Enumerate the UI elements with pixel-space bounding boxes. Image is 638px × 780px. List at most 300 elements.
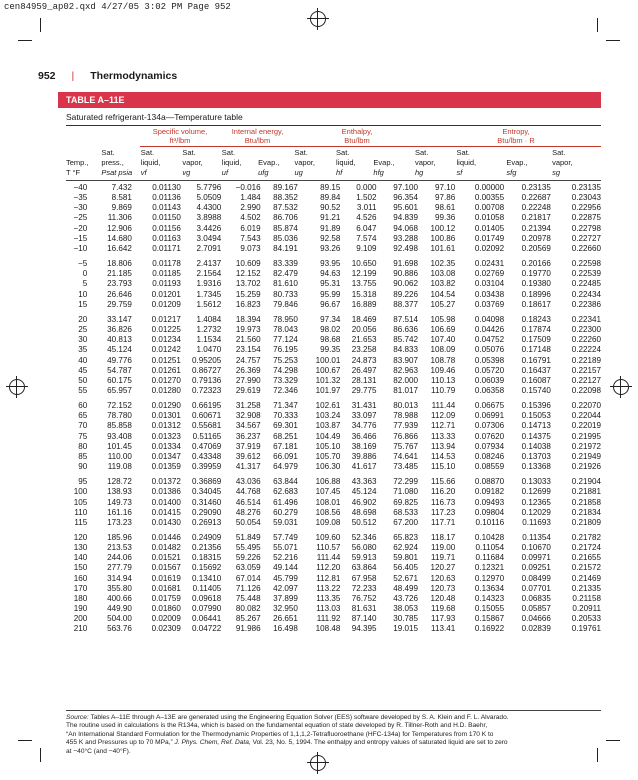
header-cell: hfg xyxy=(373,168,384,177)
table-cell: 0.11405 xyxy=(192,583,222,593)
table-cell: 0.22956 xyxy=(571,203,601,213)
group-entropy xyxy=(431,127,601,145)
table-cell: 0.22485 xyxy=(571,279,601,289)
source-line: 455 K and Pressures up to 70 MPa,” xyxy=(66,739,173,747)
table-cell: 0.14038 xyxy=(521,441,551,451)
source-line: Vol. 23, No. 5, 1994. The enthalpy and entropy values of saturated liquid are set to zero xyxy=(252,739,508,747)
table-cell: 100.67 xyxy=(315,365,341,375)
table-cell: 85 xyxy=(78,451,88,461)
table-cell: 0.01334 xyxy=(151,441,181,451)
table-cell: 0.51165 xyxy=(192,431,222,441)
table-cell: 113.22 xyxy=(316,583,341,593)
table-cell: 34.776 xyxy=(351,421,377,431)
table-cell: 105.27 xyxy=(430,299,456,309)
table-cell: 0.29090 xyxy=(192,507,222,517)
table-cell: −30 xyxy=(73,203,88,213)
header-cell xyxy=(506,148,552,158)
table-cell: 116.20 xyxy=(431,487,456,497)
header-row xyxy=(66,148,601,158)
table-cell: 0.21394 xyxy=(521,223,551,233)
table-row xyxy=(66,604,601,614)
table-cell: 0.21881 xyxy=(571,487,601,497)
table-row xyxy=(66,213,601,223)
table-cell: 36.466 xyxy=(351,431,377,441)
header-cell xyxy=(258,148,294,158)
table-cell: 0.24909 xyxy=(192,533,222,542)
header-cell: sg xyxy=(552,168,560,177)
header-cell: Sat. xyxy=(414,148,429,157)
table-row xyxy=(66,462,601,472)
table-cell: 0.34045 xyxy=(192,487,222,497)
table-cell: 0.22539 xyxy=(571,269,601,279)
table-cell: 37.919 xyxy=(235,441,261,451)
table-cell: 0.16087 xyxy=(521,375,551,385)
table-cell: 12.152 xyxy=(235,269,261,279)
table-cell: 1.5612 xyxy=(196,299,222,309)
table-cell: 42.097 xyxy=(273,583,298,593)
table-cell: 0.36869 xyxy=(192,477,222,487)
table-cell: 0.01860 xyxy=(151,604,181,614)
table-cell: 0.08870 xyxy=(474,477,505,487)
registration-mark-right xyxy=(610,376,632,398)
table-cell: 0.03769 xyxy=(474,299,505,309)
table-cell: 80.733 xyxy=(273,289,298,299)
table-cell: 8.581 xyxy=(111,193,132,203)
file-slug: cen84959_ap02.qxd 4/27/05 3:02 PM Page 952 xyxy=(4,2,231,12)
table-cell: 50 xyxy=(78,375,88,385)
table-cell: 1.7345 xyxy=(196,289,222,299)
table-cell: 95.31 xyxy=(320,279,341,289)
table-cell: 91.986 xyxy=(235,624,261,634)
table-cell: 82.000 xyxy=(393,375,418,385)
table-cell: 96.354 xyxy=(393,193,418,203)
table-cell: 97.10 xyxy=(434,183,456,192)
table-cell: 0.55681 xyxy=(192,421,222,431)
table-cell: 81.610 xyxy=(273,279,298,289)
table-cell: 112.20 xyxy=(316,563,341,573)
table-cell: 61.496 xyxy=(273,497,298,507)
table-cell: 60 xyxy=(78,401,88,411)
table-row xyxy=(66,584,601,594)
table-cell: 87.140 xyxy=(351,614,377,624)
table-cell: 6.019 xyxy=(240,223,261,233)
crop-mark xyxy=(40,18,41,32)
table-cell: 21.560 xyxy=(235,335,261,345)
table-cell: 0.01290 xyxy=(151,401,181,411)
table-cell: 106.30 xyxy=(315,462,341,472)
table-row xyxy=(66,533,601,543)
table-cell: 109.46 xyxy=(430,365,456,375)
group-enthalpy xyxy=(283,127,431,145)
table-row xyxy=(66,543,601,553)
table-cell: 119.08 xyxy=(107,462,132,472)
table-cell: 86.706 xyxy=(273,213,298,223)
header-cell: Sat. xyxy=(456,148,470,157)
table-cell: 200 xyxy=(73,614,88,624)
table-label-bar: TABLE A–11E xyxy=(58,92,601,108)
table-cell: 0.00000 xyxy=(474,183,505,192)
table-cell: 0.01347 xyxy=(151,451,181,461)
table-cell: 59.031 xyxy=(273,517,298,527)
table-cell: 1.1534 xyxy=(196,335,222,345)
table-cell: 85.858 xyxy=(107,421,132,431)
table-cell: 0.15053 xyxy=(521,411,551,421)
table-cell: 0.10428 xyxy=(474,533,505,542)
table-cell: 0.01567 xyxy=(151,563,181,573)
table-cell: 77.124 xyxy=(273,335,298,345)
table-cell: 0.26913 xyxy=(192,517,222,527)
table-cell: 95.601 xyxy=(393,203,418,213)
table-cell: 90.52 xyxy=(320,203,341,213)
table-cell: 0.66195 xyxy=(192,401,222,411)
table-cell: 71.347 xyxy=(273,401,298,411)
table-cell: 1.0470 xyxy=(196,345,222,355)
table-cell: 41.317 xyxy=(235,462,261,472)
table-cell: 12.906 xyxy=(107,223,132,233)
table-cell: 94.068 xyxy=(393,223,418,233)
table-cell: 38.053 xyxy=(393,604,418,614)
table-cell: 0.01280 xyxy=(151,385,181,395)
table-top-rule xyxy=(66,125,601,126)
header-row xyxy=(66,158,601,168)
table-cell: 59.801 xyxy=(393,553,418,563)
table-cell: −25 xyxy=(73,213,88,223)
table-cell: 83.907 xyxy=(393,355,418,365)
table-cell: 101.97 xyxy=(315,385,341,395)
table-cell: 0.01156 xyxy=(152,223,181,233)
table-cell: 1.502 xyxy=(356,193,377,203)
table-cell: 0.04752 xyxy=(474,335,505,345)
table-cell: 119.00 xyxy=(431,543,456,553)
table-cell: 12.199 xyxy=(351,269,377,279)
header-cell: Evap., xyxy=(258,158,280,167)
header-cell: vf xyxy=(140,168,147,177)
table-cell: 0.09182 xyxy=(474,487,505,497)
table-cell: 0.01323 xyxy=(151,431,181,441)
table-cell: 277.79 xyxy=(107,563,132,573)
table-cell: 0.05720 xyxy=(474,365,505,375)
table-cell: 67.181 xyxy=(273,441,298,451)
table-cell: 138.93 xyxy=(107,487,132,497)
table-cell: 7.432 xyxy=(111,183,132,192)
table-cell: 0.15692 xyxy=(192,563,222,573)
table-cell: 3.011 xyxy=(356,203,377,213)
table-cell: 66.091 xyxy=(273,451,298,461)
table-cell: 81.631 xyxy=(351,604,377,614)
table-cell: 0.04098 xyxy=(474,314,505,324)
table-cell: 100.01 xyxy=(315,355,341,365)
table-cell: 86.636 xyxy=(393,325,418,335)
table-cell: 0.15055 xyxy=(474,604,505,614)
table-row xyxy=(66,244,601,254)
table-cell: 68.251 xyxy=(273,431,298,441)
table-cell: −5 xyxy=(78,259,88,269)
table-row xyxy=(66,574,601,584)
table-cell: −40 xyxy=(73,183,88,192)
table-cell: 37.899 xyxy=(273,593,298,603)
table-cell: 33.097 xyxy=(351,411,377,421)
source-line: “An International Standard Formulation for the Thermodynamic Properties of 1,1,1,2-Tetrafluoroethane (HFC-134a) for Temperatures from 170 K to xyxy=(66,730,494,738)
table-cell: 54.787 xyxy=(107,365,132,375)
table-cell: 89.167 xyxy=(273,183,298,192)
table-cell: 0.01400 xyxy=(151,497,181,507)
table-cell: 95 xyxy=(78,477,88,487)
table-row xyxy=(66,366,601,376)
table-row xyxy=(66,315,601,325)
table-cell: 0.01163 xyxy=(152,233,181,243)
table-cell: 16.642 xyxy=(107,243,132,253)
table-cell: 0.22127 xyxy=(571,375,601,385)
table-cell: 113.35 xyxy=(316,593,341,603)
table-cell: 79.846 xyxy=(273,299,298,309)
table-cell: 0.01251 xyxy=(151,355,181,365)
table-cell: 115 xyxy=(74,517,88,527)
table-cell: 116.73 xyxy=(431,497,456,507)
table-cell: 36.237 xyxy=(235,431,261,441)
table-cell: 29.619 xyxy=(235,385,261,395)
table-cell: 0.95205 xyxy=(192,355,222,365)
header-cell: liquid, xyxy=(221,158,242,167)
table-cell: 0.16922 xyxy=(474,624,505,634)
table-cell: 93.288 xyxy=(393,233,418,243)
table-cell: 70 xyxy=(78,421,88,431)
table-cell: 105.10 xyxy=(315,441,341,451)
table-row xyxy=(66,183,601,193)
header-cell: Sat. xyxy=(101,148,115,157)
table-cell: 0.01759 xyxy=(151,593,181,603)
table-cell: 0.17509 xyxy=(521,335,551,345)
table-cell: 9.073 xyxy=(240,243,261,253)
table-row xyxy=(66,203,601,213)
table-cell: 170 xyxy=(73,583,88,593)
table-cell: 30.785 xyxy=(393,614,418,624)
header-rule xyxy=(66,180,601,181)
table-cell: 0.21904 xyxy=(571,477,601,487)
table-cell: 38.169 xyxy=(351,441,377,451)
table-cell: 70.333 xyxy=(273,411,298,421)
table-cell: 71.080 xyxy=(393,487,418,497)
header-cell: Psat psia xyxy=(101,168,133,177)
table-cell: 0.21335 xyxy=(571,583,601,593)
table-row xyxy=(66,193,601,203)
table-cell: 76.866 xyxy=(393,431,418,441)
header-cell: vapor, xyxy=(294,158,315,167)
table-cell: 0.18617 xyxy=(521,299,551,309)
table-cell: 2.4137 xyxy=(196,259,222,269)
header-cell: Sat. xyxy=(552,148,566,157)
table-row xyxy=(66,325,601,335)
table-cell: 92.498 xyxy=(393,243,418,253)
table-cell: 0.01143 xyxy=(152,203,181,213)
table-cell: 109.08 xyxy=(315,517,341,527)
table-cell: 0.12029 xyxy=(521,507,551,517)
table-row xyxy=(66,345,601,355)
table-cell: 113.41 xyxy=(431,624,456,634)
table-cell: 0.17874 xyxy=(521,325,551,335)
table-cell: 0.14375 xyxy=(521,431,551,441)
table-cell: 2.990 xyxy=(240,203,261,213)
table-cell: 0.23043 xyxy=(571,193,601,203)
table-cell: 0.13368 xyxy=(521,462,551,472)
table-cell: 0.01185 xyxy=(152,269,181,279)
table-cell: 0.21926 xyxy=(571,462,601,472)
table-cell: 76.195 xyxy=(273,345,298,355)
table-cell: 104.49 xyxy=(315,431,341,441)
table-cell: 98.02 xyxy=(320,325,341,335)
table-cell: 104.54 xyxy=(430,289,456,299)
table-cell: 0.01171 xyxy=(152,243,181,253)
table-cell: 15.259 xyxy=(235,289,261,299)
table-cell: 10 xyxy=(78,289,88,299)
table-cell: 48.698 xyxy=(351,507,377,517)
table-row xyxy=(66,452,601,462)
table-cell: 0.13033 xyxy=(521,477,551,487)
crop-mark xyxy=(18,40,32,41)
header-cell: liquid, xyxy=(456,158,477,167)
table-cell: 23.258 xyxy=(351,345,377,355)
table-cell: 0.12970 xyxy=(474,573,505,583)
table-cell: 0.02309 xyxy=(151,624,181,634)
table-cell: 100.86 xyxy=(430,233,456,243)
source-line: at −40°C (and −40°F). xyxy=(66,747,131,755)
table-cell: 0.39959 xyxy=(192,462,222,472)
table-cell: 0.06039 xyxy=(474,375,505,385)
table-cell: 0.01372 xyxy=(151,477,181,487)
header-cell: Temp., xyxy=(66,158,89,167)
table-cell: 75.253 xyxy=(273,355,298,365)
table-cell: 119.68 xyxy=(431,604,456,614)
table-cell: 56.080 xyxy=(351,543,377,553)
table-cell: 0.15867 xyxy=(474,614,505,624)
table-cell: −35 xyxy=(73,193,88,203)
source-journal: J. Phys. Chem, Ref. Data, xyxy=(174,739,251,747)
table-cell: 108.78 xyxy=(430,355,456,365)
group-name: Internal energy, xyxy=(231,127,284,136)
table-cell: 14.680 xyxy=(107,233,132,243)
table-cell: 120 xyxy=(73,533,88,542)
source-note xyxy=(66,714,606,756)
table-cell: 0.09804 xyxy=(474,507,505,517)
table-cell: 0.01312 xyxy=(151,421,181,431)
table-cell: 21.653 xyxy=(351,335,377,345)
header-row xyxy=(66,168,601,178)
table-cell: 0.01225 xyxy=(151,325,181,335)
table-cell: 108.48 xyxy=(315,624,341,634)
table-cell: 0.09493 xyxy=(474,497,505,507)
table-cell: 67.958 xyxy=(351,573,377,583)
table-cell: 0.01209 xyxy=(151,299,181,309)
table-cell: 94.839 xyxy=(393,213,418,223)
table-cell: 108.01 xyxy=(315,497,341,507)
table-cell: 0.03104 xyxy=(474,279,505,289)
header-cell: Sat. xyxy=(182,148,196,157)
table-cell: 16.889 xyxy=(351,299,377,309)
table-cell: 0.18996 xyxy=(521,289,551,299)
table-cell: 90.062 xyxy=(393,279,418,289)
table-cell: 45 xyxy=(78,365,88,375)
table-cell: 0.14323 xyxy=(474,593,505,603)
table-cell: 0.79136 xyxy=(192,375,222,385)
table-cell: 85.036 xyxy=(273,233,298,243)
table-cell: 9.109 xyxy=(356,243,377,253)
table-cell: 0.01405 xyxy=(474,223,505,233)
table-cell: 400.66 xyxy=(107,593,132,603)
table-cell: 0.03438 xyxy=(474,289,505,299)
table-cell: 563.76 xyxy=(107,624,132,634)
table-row xyxy=(66,411,601,421)
table-cell: 97.86 xyxy=(434,193,456,203)
table-cell: 7.574 xyxy=(356,233,377,243)
book-title: Thermodynamics xyxy=(90,70,178,82)
table-cell: 76.752 xyxy=(351,593,377,603)
table-cell: 16.498 xyxy=(273,624,298,634)
table-cell: 101.32 xyxy=(315,375,341,385)
table-cell: 117.71 xyxy=(431,517,456,527)
table-cell: 87.532 xyxy=(273,203,298,213)
table-cell: 105.70 xyxy=(315,451,341,461)
table-cell: 0.00708 xyxy=(474,203,505,213)
group-unit: Btu/lbm xyxy=(244,136,271,145)
table-cell: 59.226 xyxy=(235,553,261,563)
table-cell: 449.90 xyxy=(107,604,132,614)
table-cell: 0.01482 xyxy=(151,543,181,553)
table-cell: 0.12699 xyxy=(521,487,551,497)
table-cell: 80 xyxy=(78,441,88,451)
table-cell: 46.514 xyxy=(235,497,261,507)
table-cell: 88.377 xyxy=(393,299,418,309)
table-cell: 0.01178 xyxy=(152,259,181,269)
table-cell: 0.18315 xyxy=(192,553,222,563)
table-cell: 48.276 xyxy=(235,507,261,517)
header-cell: Sat. xyxy=(294,148,308,157)
table-cell: 190 xyxy=(73,604,88,614)
table-cell: 26.651 xyxy=(273,614,298,624)
table-row xyxy=(66,421,601,431)
table-cell: 1.4084 xyxy=(196,314,222,324)
table-cell: 0.20978 xyxy=(521,233,551,243)
table-cell: 0.06675 xyxy=(474,401,505,411)
table-cell: 80.013 xyxy=(393,401,418,411)
table-cell: 0.18243 xyxy=(521,314,551,324)
table-cell: 0.05398 xyxy=(474,355,505,365)
table-cell: 161.16 xyxy=(107,507,132,517)
table-cell: 0.01521 xyxy=(151,553,181,563)
table-cell: 0.04722 xyxy=(192,624,222,634)
table-cell: 20.056 xyxy=(351,325,377,335)
group-name: Specific volume, xyxy=(152,127,208,136)
table-cell: 36.826 xyxy=(107,325,132,335)
table-cell: 0.08559 xyxy=(474,462,505,472)
table-cell: 0.22341 xyxy=(571,314,601,324)
table-cell: 65 xyxy=(78,411,88,421)
table-cell: 120.48 xyxy=(430,593,456,603)
table-cell: 89.84 xyxy=(320,193,341,203)
table-cell: 101.61 xyxy=(430,243,456,253)
table-cell: 0.16791 xyxy=(521,355,551,365)
table-cell: 81.017 xyxy=(393,385,418,395)
header-cell: Sat. xyxy=(221,148,236,157)
table-row xyxy=(66,487,601,497)
table-row xyxy=(66,269,601,279)
group-name: Enthalpy, xyxy=(341,127,373,136)
table-cell: 103.24 xyxy=(315,411,341,421)
table-cell: 51.849 xyxy=(235,533,261,542)
crop-mark xyxy=(606,740,620,741)
table-cell: 6.047 xyxy=(356,223,377,233)
table-cell: 67.014 xyxy=(235,573,261,583)
table-cell: 80.082 xyxy=(235,604,261,614)
table-cell: 0.000 xyxy=(356,183,377,192)
